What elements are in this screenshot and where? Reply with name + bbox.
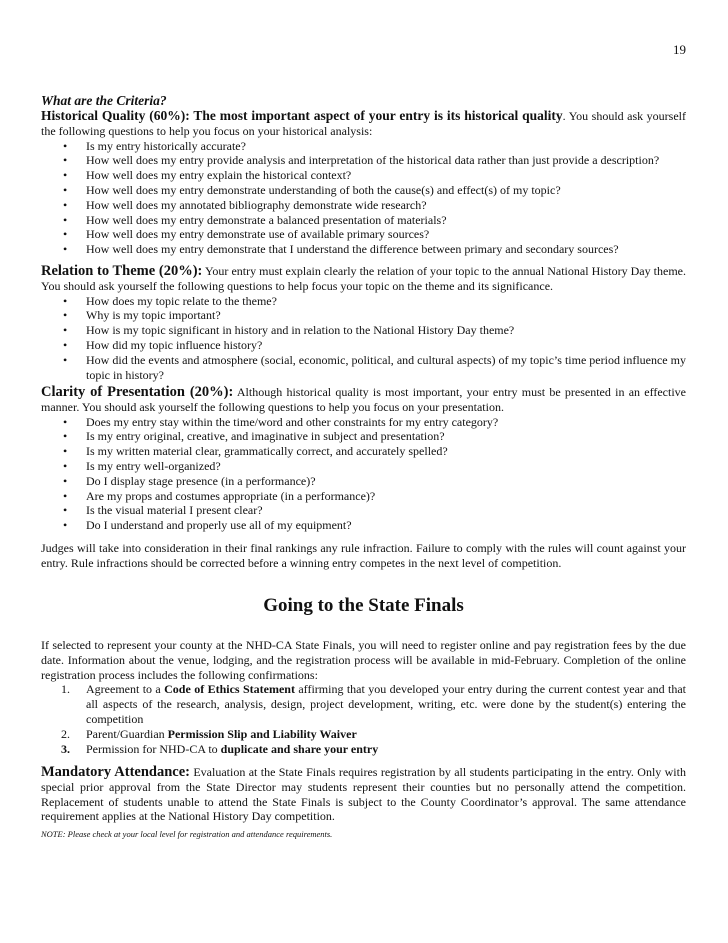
note-text: NOTE: Please check at your local level for registration and attendance requirements. bbox=[41, 829, 333, 839]
list-item: • How well does my entry demonstrate a balanced presentation of materials? bbox=[63, 213, 686, 228]
item-bold: Code of Ethics Statement bbox=[164, 682, 295, 697]
clarity-lead: Clarity of Presentation (20%): bbox=[41, 384, 234, 400]
item-text: Parent/Guardian bbox=[86, 726, 168, 741]
list-item: • How did my topic influence history? bbox=[63, 338, 686, 353]
item-bold: duplicate and share your entry bbox=[220, 741, 379, 756]
item-number: 3. bbox=[61, 741, 70, 756]
list-item: • How does my topic relate to the theme? bbox=[63, 294, 686, 309]
state-intro: If selected to represent your county at the NHD-CA State Finals, you will need to register online and pay registration fees by the due date. Information about the venue, lodging, and the registration process will be available in mid-February. Completion of the online registration process includes the following confirmations: bbox=[41, 638, 686, 682]
relation-to-theme-section bbox=[41, 264, 686, 382]
list-item: • Are my props and costumes appropriate (in a performance)? bbox=[63, 489, 686, 504]
list-item: • How well does my entry explain the historical context? bbox=[63, 168, 686, 183]
list-item: • How well does my entry provide analysis and interpretation of the historical data rather than just provide a description? bbox=[63, 153, 686, 168]
item-text: Permission for NHD-CA to bbox=[86, 741, 221, 756]
theme-list bbox=[41, 294, 686, 383]
list-item bbox=[61, 682, 686, 726]
item-bold: Permission Slip and Liability Waiver bbox=[167, 726, 357, 741]
list-item bbox=[61, 727, 686, 742]
confirmations-list bbox=[41, 682, 686, 756]
item-number: 2. bbox=[61, 726, 70, 741]
historical-quality-section bbox=[41, 109, 686, 257]
clarity-list bbox=[41, 415, 686, 533]
attendance-text: Evaluation at the State Finals requires registration by all students participating in the entry. Only with special prior approval from the State Director may students represent their counties but no personally attend the competition. Replacement of students unable to attend the State Finals is subject to the County Coordinator’s approval. The same attendance requirement applies at the National History Day competition. bbox=[41, 765, 686, 824]
clarity-section bbox=[41, 385, 686, 533]
page-number: 19 bbox=[673, 42, 686, 57]
list-item: • How is my topic significant in history and in relation to the National History Day theme? bbox=[63, 323, 686, 338]
list-item: • Why is my topic important? bbox=[63, 308, 686, 323]
clarity-text: Although historical quality is most important, your entry must be presented in an effective manner. You should ask yourself the following questions to help you focus on your presentation. bbox=[41, 385, 687, 414]
list-item: • How well does my entry demonstrate that I understand the difference between primary and secondary sources? bbox=[63, 242, 686, 257]
list-item bbox=[61, 742, 686, 757]
list-item: • How well does my entry demonstrate use of available primary sources? bbox=[63, 227, 686, 242]
list-item: • Is my entry historically accurate? bbox=[63, 139, 686, 154]
list-item: • How well does my entry demonstrate understanding of both the cause(s) and effect(s) of my topic? bbox=[63, 183, 686, 198]
list-item: • How well does my annotated bibliography demonstrate wide research? bbox=[63, 198, 686, 213]
state-finals-section bbox=[41, 638, 686, 756]
historical-quality-list bbox=[41, 139, 686, 257]
theme-text: Your entry must explain clearly the relation of your topic to the annual National History Day theme. You should ask yourself the following questions to help focus your topic on the theme and its significance. bbox=[41, 264, 686, 293]
list-item: • Is my written material clear, grammatically correct, and accurately spelled? bbox=[63, 444, 686, 459]
list-item: • Do I display stage presence (in a performance)? bbox=[63, 474, 686, 489]
list-item: • How did the events and atmosphere (social, economic, political, and cultural aspects) of my topic’s time period influence my topic in history? bbox=[63, 353, 686, 383]
historical-quality-text: . You should ask yourself the following questions to help you focus on your historical analysis: bbox=[41, 109, 686, 138]
item-number: 1. bbox=[61, 682, 70, 697]
item-text: Agreement to a bbox=[86, 682, 165, 697]
attendance-lead: Mandatory Attendance: bbox=[41, 764, 190, 780]
list-item: • Is my entry original, creative, and imaginative in subject and presentation? bbox=[63, 429, 686, 444]
list-item: • Is the visual material I present clear? bbox=[63, 503, 686, 518]
state-finals-heading: Going to the State Finals bbox=[263, 595, 464, 616]
list-item: • Do I understand and properly use all of my equipment? bbox=[63, 518, 686, 533]
list-item: • Does my entry stay within the time/word and other constraints for my entry category? bbox=[63, 415, 686, 430]
item-text: affirming that you developed your entry during the current contest year and that all aspects of the research, analysis, design, project development, writing, etc. were done by the student(s) entering the competition bbox=[86, 682, 687, 726]
criteria-heading: What are the Criteria? bbox=[41, 93, 167, 108]
judges-paragraph: Judges will take into consideration in their final rankings any rule infraction. Failure to comply with the rules will count against your entry. Rule infractions should be corrected before a winning entry competes in the next level of competition. bbox=[41, 541, 686, 570]
list-item: • Is my entry well-organized? bbox=[63, 459, 686, 474]
theme-lead: Relation to Theme (20%): bbox=[41, 263, 203, 279]
mandatory-attendance-section bbox=[41, 765, 686, 824]
historical-quality-lead: Historical Quality (60%): The most important aspect of your entry is its historical quality bbox=[41, 108, 563, 123]
